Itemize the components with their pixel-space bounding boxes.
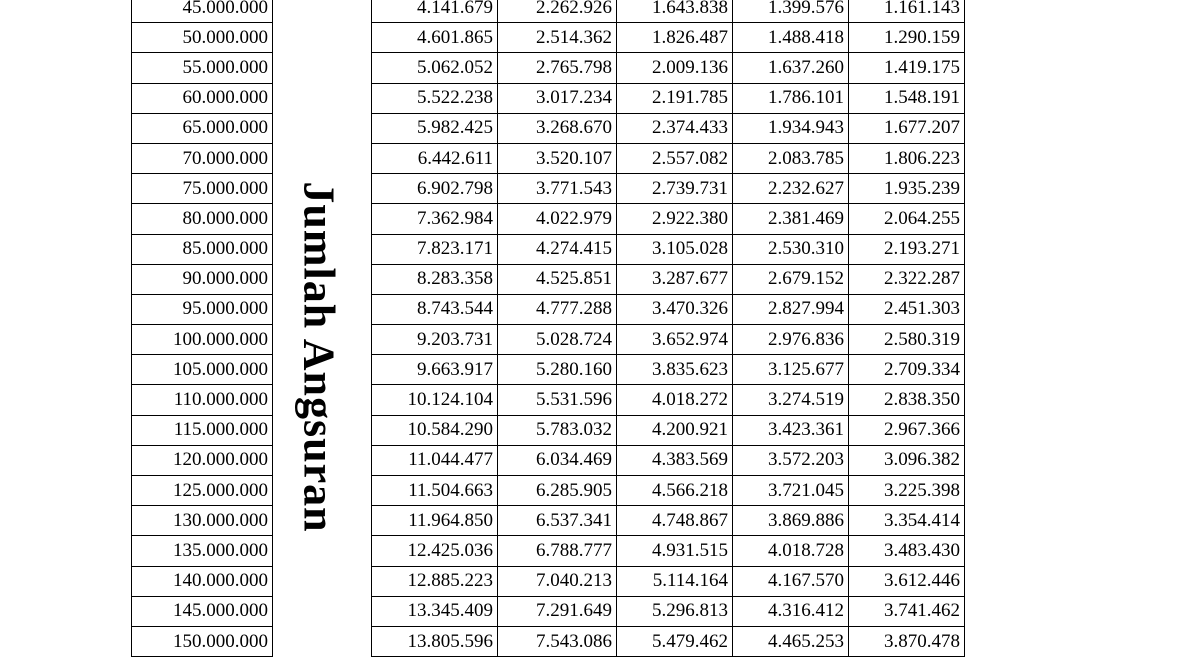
installment-row xyxy=(372,113,965,143)
installment-row xyxy=(372,566,965,596)
installment-row xyxy=(372,143,965,173)
installment-cell: 4.018.272 xyxy=(617,385,733,415)
loan-amount-cell: 120.000.000 xyxy=(132,445,273,475)
installment-cell: 3.869.886 xyxy=(733,506,849,536)
installment-cell: 3.274.519 xyxy=(733,385,849,415)
installment-cell: 2.827.994 xyxy=(733,294,849,324)
installment-cell: 5.479.462 xyxy=(617,626,733,656)
installment-cell: 6.285.905 xyxy=(498,476,617,506)
installment-cell: 5.028.724 xyxy=(498,325,617,355)
installment-cell: 4.465.253 xyxy=(733,626,849,656)
loan-amount-cell: 50.000.000 xyxy=(132,23,273,53)
loan-amount-cell: 90.000.000 xyxy=(132,264,273,294)
loan-amount-cell: 80.000.000 xyxy=(132,204,273,234)
installment-cell: 4.022.979 xyxy=(498,204,617,234)
installment-row xyxy=(372,536,965,566)
installment-row xyxy=(372,325,965,355)
installment-cell: 3.017.234 xyxy=(498,83,617,113)
installment-cell: 6.537.341 xyxy=(498,506,617,536)
amount-row xyxy=(132,415,273,445)
installment-cell: 2.374.433 xyxy=(617,113,733,143)
installment-row xyxy=(372,506,965,536)
loan-amount-cell: 110.000.000 xyxy=(132,385,273,415)
installment-cell: 1.488.418 xyxy=(733,23,849,53)
installment-cell: 3.105.028 xyxy=(617,234,733,264)
amount-row xyxy=(132,355,273,385)
installment-cell: 2.514.362 xyxy=(498,23,617,53)
loan-amount-column xyxy=(131,0,273,657)
installment-cell: 3.225.398 xyxy=(849,476,965,506)
installment-cell: 2.922.380 xyxy=(617,204,733,234)
installment-cell: 6.902.798 xyxy=(372,174,498,204)
installment-row xyxy=(372,415,965,445)
installment-cell: 5.062.052 xyxy=(372,53,498,83)
installment-cell: 3.652.974 xyxy=(617,325,733,355)
installment-cell: 3.125.677 xyxy=(733,355,849,385)
installment-cell: 5.296.813 xyxy=(617,596,733,626)
installment-cell: 1.806.223 xyxy=(849,143,965,173)
installment-row xyxy=(372,23,965,53)
installment-cell: 3.423.361 xyxy=(733,415,849,445)
installment-cell: 1.399.576 xyxy=(733,0,849,23)
installment-cell: 12.425.036 xyxy=(372,536,498,566)
installment-cell: 7.040.213 xyxy=(498,566,617,596)
installment-cell: 7.543.086 xyxy=(498,626,617,656)
installment-cell: 3.612.446 xyxy=(849,566,965,596)
amount-row xyxy=(132,626,273,656)
installment-cell: 1.419.175 xyxy=(849,53,965,83)
installment-cell: 1.677.207 xyxy=(849,113,965,143)
installment-cell: 2.765.798 xyxy=(498,53,617,83)
amount-row xyxy=(132,476,273,506)
installment-cell: 1.934.943 xyxy=(733,113,849,143)
installment-cell: 12.885.223 xyxy=(372,566,498,596)
installment-cell: 5.783.032 xyxy=(498,415,617,445)
installment-cell: 4.601.865 xyxy=(372,23,498,53)
installment-cell: 6.788.777 xyxy=(498,536,617,566)
installment-cell: 5.531.596 xyxy=(498,385,617,415)
installment-cell: 13.805.596 xyxy=(372,626,498,656)
installment-cell: 10.584.290 xyxy=(372,415,498,445)
installment-cell: 2.967.366 xyxy=(849,415,965,445)
installment-cell: 3.835.623 xyxy=(617,355,733,385)
installment-cell: 11.964.850 xyxy=(372,506,498,536)
amount-row xyxy=(132,294,273,324)
installment-cell: 3.870.478 xyxy=(849,626,965,656)
installment-cell: 3.741.462 xyxy=(849,596,965,626)
installment-cell: 3.354.414 xyxy=(849,506,965,536)
amount-row xyxy=(132,506,273,536)
installment-cell: 2.976.836 xyxy=(733,325,849,355)
installment-row xyxy=(372,0,965,23)
installment-cell: 10.124.104 xyxy=(372,385,498,415)
installment-cell: 1.786.101 xyxy=(733,83,849,113)
installment-cell: 11.504.663 xyxy=(372,476,498,506)
loan-amount-cell: 125.000.000 xyxy=(132,476,273,506)
installment-cell: 4.018.728 xyxy=(733,536,849,566)
installment-cell: 3.483.430 xyxy=(849,536,965,566)
installment-cell: 2.557.082 xyxy=(617,143,733,173)
installment-cell: 2.232.627 xyxy=(733,174,849,204)
installment-cell: 2.381.469 xyxy=(733,204,849,234)
loan-amount-cell: 135.000.000 xyxy=(132,536,273,566)
installment-row xyxy=(372,204,965,234)
installment-cell: 2.709.334 xyxy=(849,355,965,385)
installment-cell: 2.451.303 xyxy=(849,294,965,324)
installment-cell: 8.743.544 xyxy=(372,294,498,324)
installment-row xyxy=(372,53,965,83)
installment-row xyxy=(372,264,965,294)
installment-cell: 3.268.670 xyxy=(498,113,617,143)
installment-cell: 2.739.731 xyxy=(617,174,733,204)
installment-cell: 2.191.785 xyxy=(617,83,733,113)
amount-row xyxy=(132,445,273,475)
loan-amount-cell: 60.000.000 xyxy=(132,83,273,113)
installment-cell: 6.034.469 xyxy=(498,445,617,475)
loan-amount-cell: 140.000.000 xyxy=(132,566,273,596)
amount-row xyxy=(132,174,273,204)
loan-amount-cell: 115.000.000 xyxy=(132,415,273,445)
loan-amount-cell: 85.000.000 xyxy=(132,234,273,264)
installment-cell: 3.470.326 xyxy=(617,294,733,324)
installment-cell: 4.167.570 xyxy=(733,566,849,596)
installment-cell: 9.203.731 xyxy=(372,325,498,355)
installment-cell: 2.083.785 xyxy=(733,143,849,173)
installment-cell: 2.009.136 xyxy=(617,53,733,83)
amount-row xyxy=(132,83,273,113)
installment-cell: 5.522.238 xyxy=(372,83,498,113)
installment-row xyxy=(372,174,965,204)
installment-cell: 3.721.045 xyxy=(733,476,849,506)
amount-row xyxy=(132,113,273,143)
amount-row xyxy=(132,23,273,53)
installment-row xyxy=(372,476,965,506)
installment-row xyxy=(372,596,965,626)
installment-cell: 4.316.412 xyxy=(733,596,849,626)
installment-cell: 2.322.287 xyxy=(849,264,965,294)
loan-amount-cell: 100.000.000 xyxy=(132,325,273,355)
installment-cell: 8.283.358 xyxy=(372,264,498,294)
loan-amount-cell: 75.000.000 xyxy=(132,174,273,204)
loan-amount-cell: 150.000.000 xyxy=(132,626,273,656)
installment-cell: 4.525.851 xyxy=(498,264,617,294)
amount-row xyxy=(132,566,273,596)
installment-cell: 4.931.515 xyxy=(617,536,733,566)
installment-cell: 3.572.203 xyxy=(733,445,849,475)
installment-cell: 2.064.255 xyxy=(849,204,965,234)
installment-cell: 1.935.239 xyxy=(849,174,965,204)
installment-cell: 4.141.679 xyxy=(372,0,498,23)
installment-row xyxy=(372,234,965,264)
amount-row xyxy=(132,204,273,234)
installment-cell: 4.383.569 xyxy=(617,445,733,475)
installment-cell: 3.287.677 xyxy=(617,264,733,294)
installment-vertical-label: Jumlah Angsuran xyxy=(294,181,344,533)
loan-amount-cell: 145.000.000 xyxy=(132,596,273,626)
installment-cell: 4.274.415 xyxy=(498,234,617,264)
installment-cell: 3.771.543 xyxy=(498,174,617,204)
installment-cell: 2.530.310 xyxy=(733,234,849,264)
installment-cell: 4.748.867 xyxy=(617,506,733,536)
installment-cell: 5.982.425 xyxy=(372,113,498,143)
loan-amount-cell: 65.000.000 xyxy=(132,113,273,143)
installment-row xyxy=(372,626,965,656)
amount-row xyxy=(132,234,273,264)
amount-row xyxy=(132,0,273,23)
loan-amount-cell: 95.000.000 xyxy=(132,294,273,324)
installment-cell: 4.200.921 xyxy=(617,415,733,445)
installment-cell: 2.679.152 xyxy=(733,264,849,294)
loan-amount-cell: 105.000.000 xyxy=(132,355,273,385)
loan-amount-cell: 130.000.000 xyxy=(132,506,273,536)
installment-cell: 5.280.160 xyxy=(498,355,617,385)
amount-row xyxy=(132,53,273,83)
installment-cell: 1.548.191 xyxy=(849,83,965,113)
installment-row xyxy=(372,294,965,324)
installment-cell: 1.826.487 xyxy=(617,23,733,53)
installment-cell: 1.161.143 xyxy=(849,0,965,23)
installment-cell: 13.345.409 xyxy=(372,596,498,626)
installment-cell: 4.777.288 xyxy=(498,294,617,324)
installment-row xyxy=(372,445,965,475)
installment-cell: 11.044.477 xyxy=(372,445,498,475)
installment-cell: 2.262.926 xyxy=(498,0,617,23)
installment-cell: 3.096.382 xyxy=(849,445,965,475)
amount-row xyxy=(132,264,273,294)
installment-cell: 7.362.984 xyxy=(372,204,498,234)
installment-cell: 1.643.838 xyxy=(617,0,733,23)
installment-row xyxy=(372,355,965,385)
installment-cell: 2.838.350 xyxy=(849,385,965,415)
installment-values-table xyxy=(371,0,965,657)
installment-row xyxy=(372,83,965,113)
installment-cell: 6.442.611 xyxy=(372,143,498,173)
loan-amount-cell: 45.000.000 xyxy=(132,0,273,23)
installment-row xyxy=(372,385,965,415)
amount-row xyxy=(132,325,273,355)
installment-cell: 1.637.260 xyxy=(733,53,849,83)
amount-row xyxy=(132,596,273,626)
amount-row xyxy=(132,143,273,173)
installment-cell: 7.823.171 xyxy=(372,234,498,264)
installment-cell: 4.566.218 xyxy=(617,476,733,506)
amount-row xyxy=(132,536,273,566)
loan-amount-cell: 55.000.000 xyxy=(132,53,273,83)
installment-cell: 9.663.917 xyxy=(372,355,498,385)
installment-cell: 1.290.159 xyxy=(849,23,965,53)
installment-cell: 7.291.649 xyxy=(498,596,617,626)
installment-cell: 2.580.319 xyxy=(849,325,965,355)
amount-row xyxy=(132,385,273,415)
installment-cell: 2.193.271 xyxy=(849,234,965,264)
installment-cell: 5.114.164 xyxy=(617,566,733,596)
installment-cell: 3.520.107 xyxy=(498,143,617,173)
loan-amount-cell: 70.000.000 xyxy=(132,143,273,173)
